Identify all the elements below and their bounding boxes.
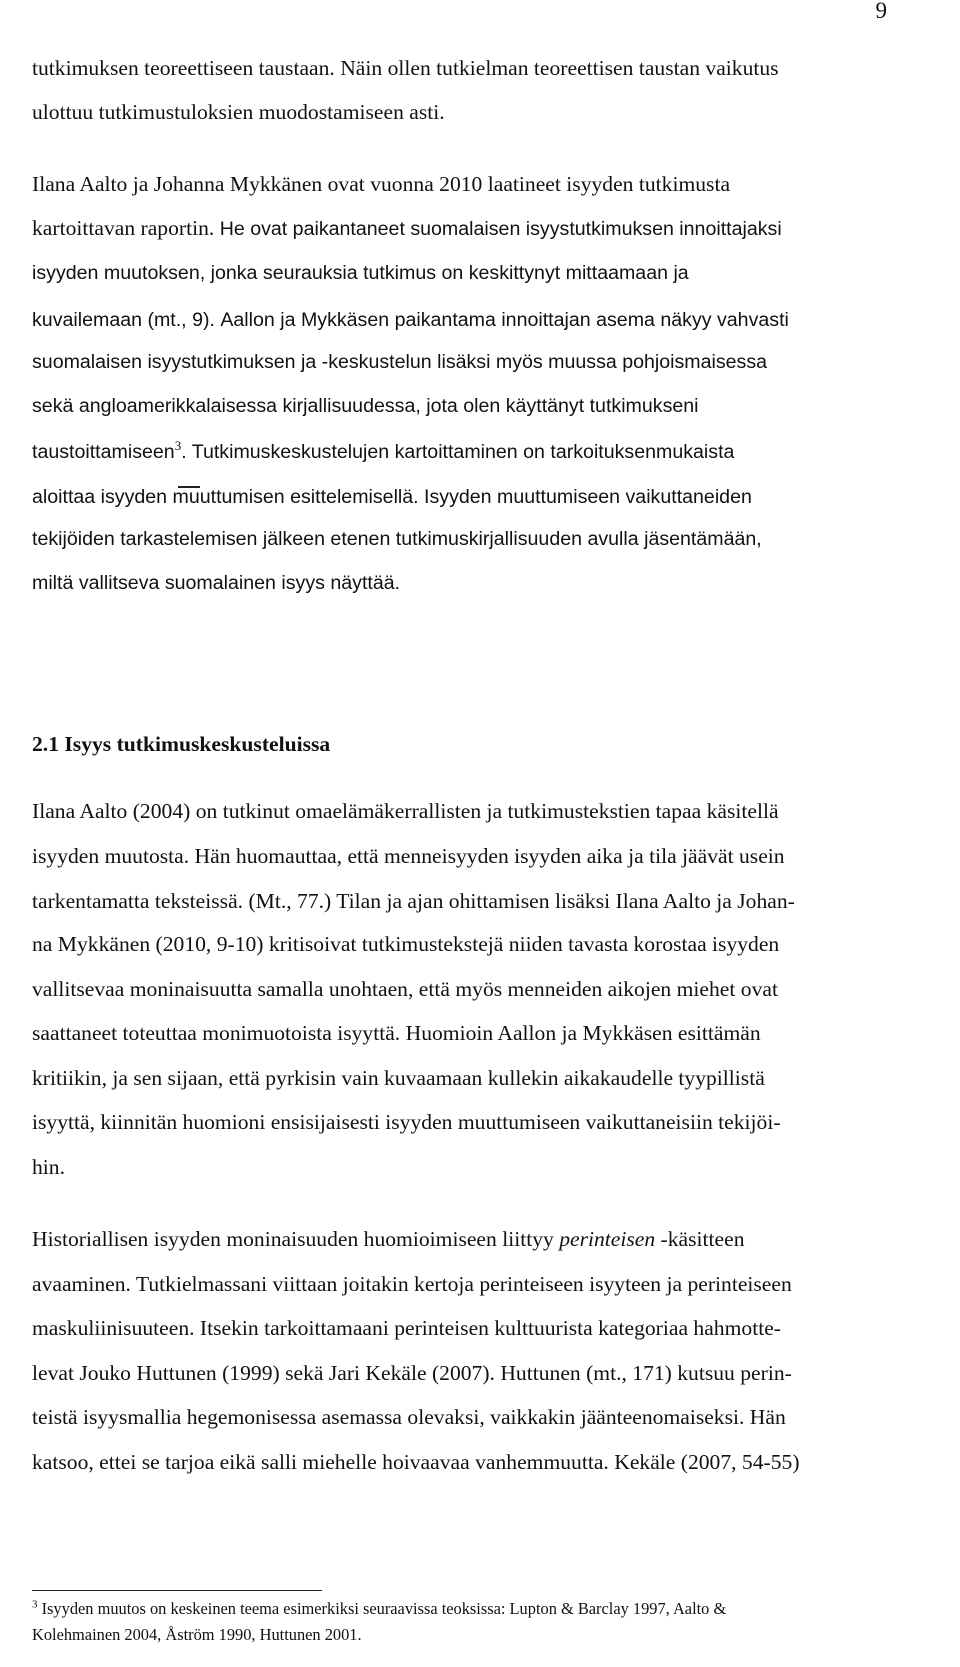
footnote xyxy=(32,1598,727,1618)
text-line: tarkentamatta teksteissä. (Mt., 77.) Tilan ja ajan ohittamisen lisäksi Ilana Aalto ja Johan- xyxy=(32,889,795,913)
text-span-sans: aloittaa isyyden muuttumisen esittelemisellä. xyxy=(32,486,419,508)
page-number: 9 xyxy=(875,0,887,23)
section-heading: 2.1 Isyys tutkimuskeskusteluissa xyxy=(32,732,331,756)
text-line: na Mykkänen (2010, 9-10) kritisoivat tutkimustekstejä niiden tavasta korostaa isyyden xyxy=(32,932,780,956)
text-line: isyyden muutosta. Hän huomauttaa, että menneisyyden isyyden aika ja tila jäävät usein xyxy=(32,844,785,868)
text-span-sans: Aallon ja Mykkäsen paikantama innoittajan asema näkyy vahvasti xyxy=(220,309,789,331)
text-line: saattaneet toteuttaa monimuotoista isyyttä. Huomioin Aallon ja Mykkäsen esittämän xyxy=(32,1021,761,1045)
text-line: maskuliinisuuteen. Itsekin tarkoittamaani perinteisen kulttuurista kategoriaa hahmotte- xyxy=(32,1316,781,1340)
italic-term: perinteisen xyxy=(559,1227,656,1251)
text-line: Ilana Aalto (2004) on tutkinut omaelämäkerrallisten ja tutkimustekstien tapaa käsitellä xyxy=(32,799,779,823)
text-line: avaaminen. Tutkielmassani viittaan joitakin kertoja perinteiseen isyyteen ja perinteiseen xyxy=(32,1272,792,1296)
text-span: kartoittavan raportin. xyxy=(32,216,215,240)
text-span-sans: He ovat paikantaneet suomalaisen isyystutkimuksen innoittajaksi xyxy=(219,218,782,240)
text-span: Historiallisen isyyden moninaisuuden huomioimiseen liittyy xyxy=(32,1227,560,1251)
text-line: katsoo, ettei se tarjoa eikä salli miehelle hoivaavaa vanhemmuutta. Kekäle (2007, 54-55) xyxy=(32,1450,800,1474)
text-span-sans: kuvailemaan (mt., 9). xyxy=(32,309,215,331)
text-line: tekijöiden tarkastelemisen jälkeen etenen tutkimuskirjallisuuden avulla jäsentämään, xyxy=(32,528,762,550)
text-line: kritiikin, ja sen sijaan, että pyrkisin vain kuvaamaan kullekin aikakaudelle tyypillistä xyxy=(32,1066,765,1090)
footnote-reference[interactable]: 3 xyxy=(174,437,182,453)
text-line: ulottuu tutkimustuloksien muodostamiseen asti. xyxy=(32,100,445,124)
footnote-text: Isyyden muutos on keskeinen teema esimerkiksi seuraavissa teoksissa: Lupton & Barclay 1997, Aalto & xyxy=(37,1599,727,1618)
text-line xyxy=(32,437,735,463)
text-line: isyyden muutoksen, jonka seurauksia tutkimus on keskittynyt mittaamaan ja xyxy=(32,262,689,284)
text-span-sans: Isyyden muuttumiseen vaikuttaneiden xyxy=(424,486,752,508)
text-line xyxy=(32,1229,745,1251)
text-line xyxy=(32,486,752,508)
text-line: sekä angloamerikkalaisessa kirjallisuudessa, jota olen käyttänyt tutkimukseni xyxy=(32,395,699,417)
text-line xyxy=(32,218,782,240)
text-span: -käsitteen xyxy=(655,1227,745,1251)
text-line: vallitsevaa moninaisuutta samalla unohtaen, että myös menneiden aikojen miehet ovat xyxy=(32,977,778,1001)
text-line: isyyttä, kiinnitän huomioni ensisijaisesti isyyden muuttumiseen vaikuttaneisiin tekijöi- xyxy=(32,1110,781,1134)
text-line: tutkimuksen teoreettiseen taustaan. Näin ollen tutkielman teoreettisen taustan vaikutus xyxy=(32,56,779,80)
text-span-sans: . Tutkimuskeskustelujen kartoittaminen on tarkoituksenmukaista xyxy=(181,441,735,463)
footnote-line: Kolehmainen 2004, Åström 1990, Huttunen 2001. xyxy=(32,1625,362,1644)
text-span-sans: taustoittamiseen xyxy=(32,441,175,463)
text-line: levat Jouko Huttunen (1999) sekä Jari Kekäle (2007). Huttunen (mt., 171) kutsuu perin- xyxy=(32,1361,792,1385)
text-line: teistä isyysmallia hegemonisessa asemassa olevaksi, vaikkakin jäänteenomaiseksi. Hän xyxy=(32,1405,786,1429)
text-line: suomalaisen isyystutkimuksen ja -keskustelun lisäksi myös muussa pohjoismaisessa xyxy=(32,351,768,373)
footnote-separator xyxy=(32,1590,322,1591)
text-line: hin. xyxy=(32,1155,65,1179)
text-line: Ilana Aalto ja Johanna Mykkänen ovat vuonna 2010 laatineet isyyden tutkimusta xyxy=(32,172,731,196)
text-line xyxy=(32,309,789,331)
text-line: miltä vallitseva suomalainen isyys näyttää. xyxy=(32,572,401,594)
footnote-marker: 3 xyxy=(32,1598,38,1611)
